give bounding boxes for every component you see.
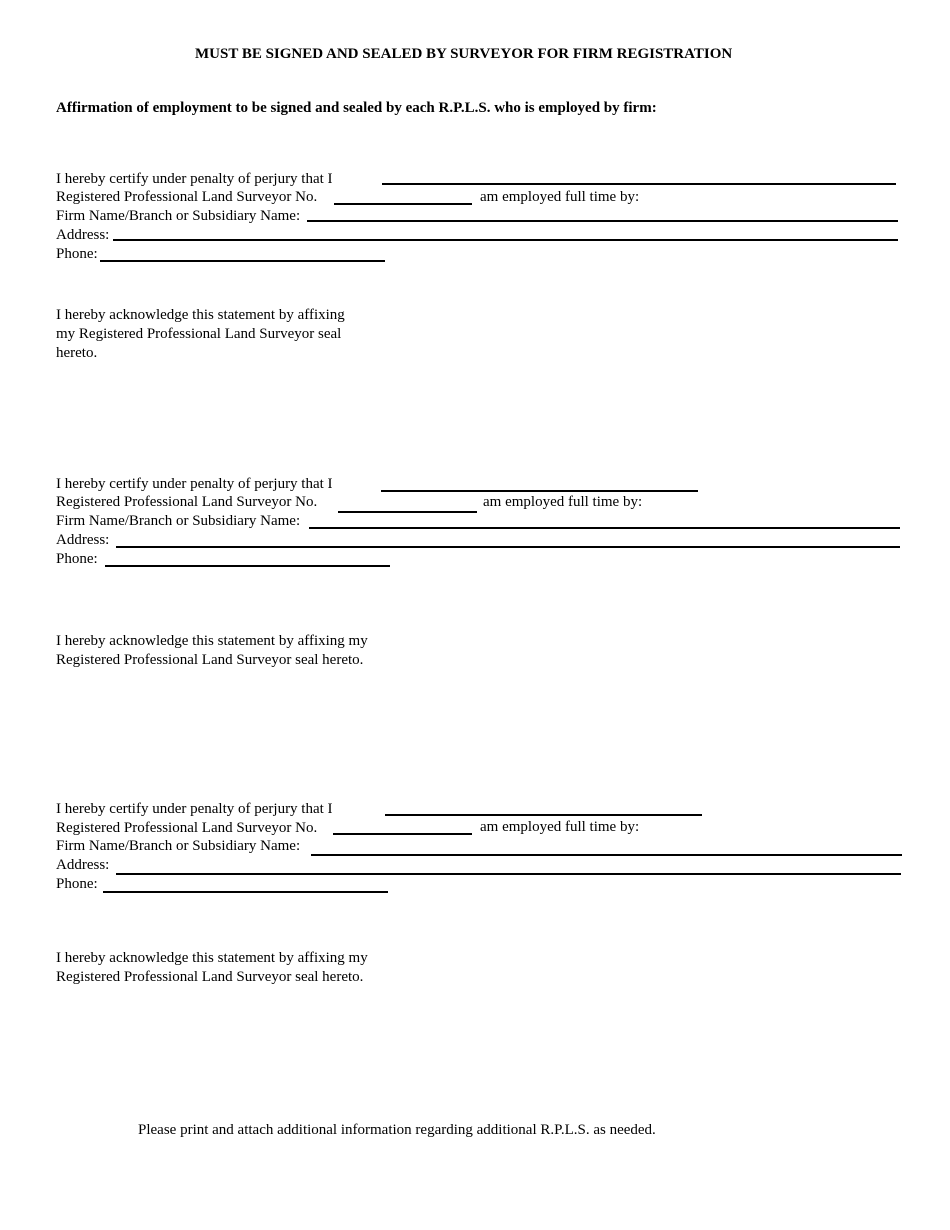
- acknowledge-line-1: I hereby acknowledge this statement by affixing my: [56, 950, 368, 966]
- firm-name-label: Firm Name/Branch or Subsidiary Name:: [56, 838, 301, 854]
- acknowledge-line-2: my Registered Professional Land Surveyor seal: [56, 326, 342, 342]
- rpls-number-field[interactable]: [333, 833, 472, 835]
- phone-field[interactable]: [103, 891, 388, 893]
- address-field[interactable]: [116, 546, 900, 548]
- employed-label: am employed full time by:: [480, 819, 640, 835]
- page-title: MUST BE SIGNED AND SEALED BY SURVEYOR FOR FIRM REGISTRATION: [195, 46, 733, 62]
- acknowledge-line-2: Registered Professional Land Surveyor seal hereto.: [56, 652, 364, 668]
- employed-label: am employed full time by:: [483, 494, 643, 510]
- employed-label: am employed full time by:: [480, 189, 640, 205]
- phone-field[interactable]: [105, 565, 390, 567]
- phone-label: Phone:: [56, 876, 98, 892]
- address-label: Address:: [56, 857, 110, 873]
- address-label: Address:: [56, 532, 110, 548]
- page-subtitle: Affirmation of employment to be signed and sealed by each R.P.L.S. who is employed by firm:: [56, 100, 657, 116]
- firm-name-field[interactable]: [311, 854, 902, 856]
- rpls-number-field[interactable]: [334, 203, 472, 205]
- firm-name-label: Firm Name/Branch or Subsidiary Name:: [56, 513, 301, 529]
- acknowledge-line-3: hereto.: [56, 345, 98, 361]
- firm-name-field[interactable]: [309, 527, 900, 529]
- firm-name-label: Firm Name/Branch or Subsidiary Name:: [56, 208, 301, 224]
- rpls-number-label: Registered Professional Land Surveyor No.: [56, 494, 318, 510]
- surveyor-name-field[interactable]: [382, 183, 896, 185]
- certify-label: I hereby certify under penalty of perjury that I: [56, 171, 333, 187]
- rpls-number-field[interactable]: [338, 511, 477, 513]
- rpls-number-label: Registered Professional Land Surveyor No.: [56, 189, 318, 205]
- address-field[interactable]: [116, 873, 901, 875]
- footer-note: Please print and attach additional information regarding additional R.P.L.S. as needed.: [138, 1122, 656, 1138]
- certify-label: I hereby certify under penalty of perjury that I: [56, 476, 333, 492]
- phone-field[interactable]: [100, 260, 385, 262]
- surveyor-name-field[interactable]: [381, 490, 698, 492]
- phone-label: Phone:: [56, 246, 98, 262]
- address-field[interactable]: [113, 239, 898, 241]
- surveyor-name-field[interactable]: [385, 814, 702, 816]
- acknowledge-line-1: I hereby acknowledge this statement by affixing: [56, 307, 345, 323]
- certify-label: I hereby certify under penalty of perjury that I: [56, 801, 333, 817]
- phone-label: Phone:: [56, 551, 98, 567]
- acknowledge-line-1: I hereby acknowledge this statement by affixing my: [56, 633, 368, 649]
- rpls-number-label: Registered Professional Land Surveyor No.: [56, 820, 318, 836]
- address-label: Address:: [56, 227, 110, 243]
- acknowledge-line-2: Registered Professional Land Surveyor seal hereto.: [56, 969, 364, 985]
- firm-name-field[interactable]: [307, 220, 898, 222]
